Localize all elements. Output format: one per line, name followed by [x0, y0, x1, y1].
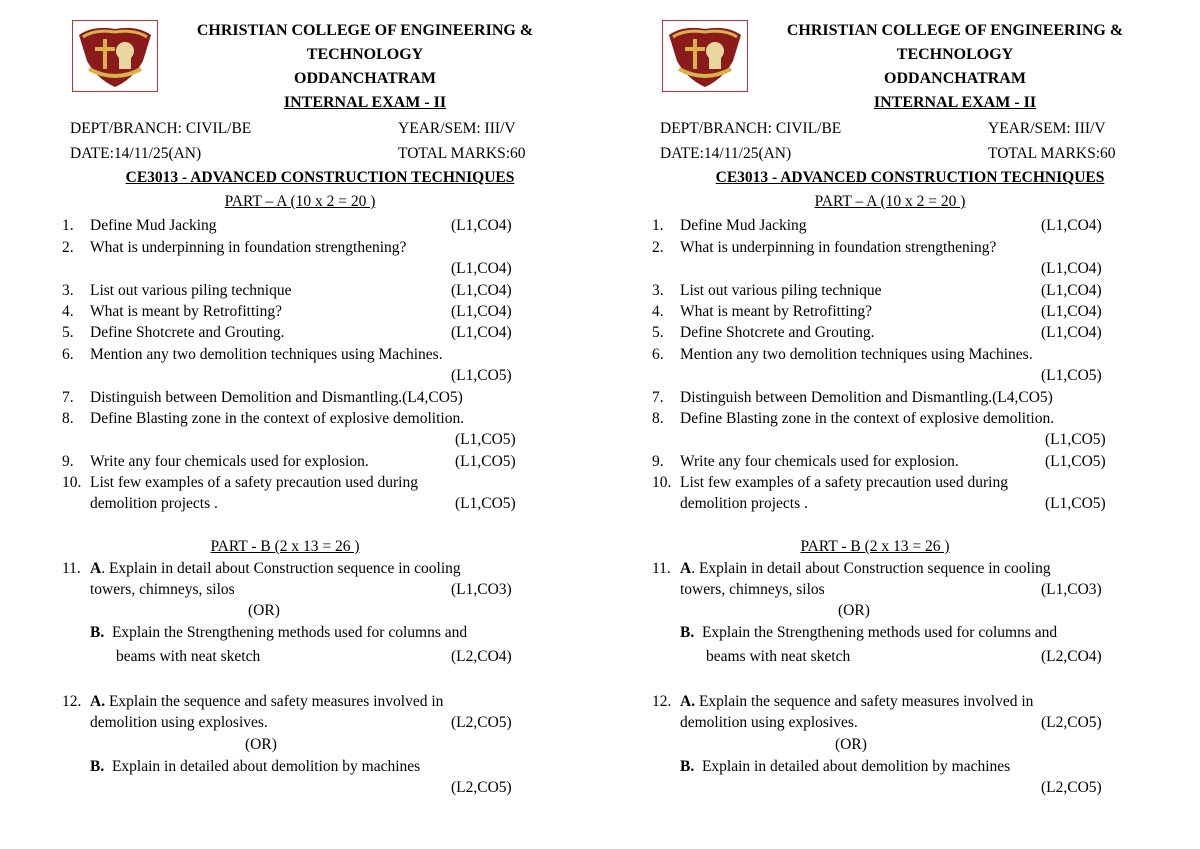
question-paper-right [590, 0, 1180, 849]
college-place: ODDANCHATRAM [884, 70, 1026, 87]
or-separator: (OR) [838, 602, 870, 619]
question-text: List out various piling technique [680, 282, 882, 299]
question-tag: (L1,CO5) [1045, 431, 1106, 448]
question-tag: (L1,CO4) [1041, 217, 1102, 234]
question-number: 5. [62, 324, 74, 341]
question-tag: (L2,CO5) [451, 714, 512, 731]
year-sem: YEAR/SEM: III/V [988, 120, 1106, 137]
question-tag: (L1,CO4) [451, 282, 512, 299]
question-text: Explain the Strengthening methods used for columns and [701, 624, 1058, 641]
option-label: A. [680, 693, 696, 710]
question-number: 12. [62, 693, 82, 710]
question-text: Define Blasting zone in the context of explosive demolition. [90, 410, 465, 427]
question-12b [680, 758, 1010, 776]
question-number: 10. [652, 474, 672, 491]
question-tag: (L1,CO5) [1041, 367, 1102, 384]
college-crest-logo [662, 20, 748, 92]
option-label: A. [90, 693, 106, 710]
exam-title: INTERNAL EXAM - II [283, 94, 447, 111]
question-tag: (L1,CO4) [451, 217, 512, 234]
question-number: 3. [652, 282, 664, 299]
question-12b [90, 758, 420, 776]
question-tag: (L1,CO4) [1041, 324, 1102, 341]
question-tag: (L1,CO5) [455, 495, 516, 512]
question-tag: (L2,CO5) [1041, 779, 1102, 796]
question-tag: (L1,CO3) [451, 581, 512, 598]
course-title: CE3013 - ADVANCED CONSTRUCTION TECHNIQUES [715, 169, 1105, 186]
question-tag: (L1,CO4) [1041, 260, 1102, 277]
question-text-continued: towers, chimneys, silos [90, 581, 235, 598]
question-number: 9. [652, 453, 664, 470]
question-text: Define Blasting zone in the context of explosive demolition. [680, 410, 1055, 427]
question-number: 9. [62, 453, 74, 470]
option-label: B. [90, 624, 105, 641]
question-text: Explain in detailed about demolition by machines [701, 758, 1011, 775]
question-text: Write any four chemicals used for explosion. [90, 453, 369, 470]
question-number: 12. [652, 693, 672, 710]
question-12a [90, 693, 443, 711]
question-tag: (L2,CO5) [451, 779, 512, 796]
question-tag: (L1,CO5) [455, 431, 516, 448]
exam-title: INTERNAL EXAM - II [873, 94, 1037, 111]
question-text-continued: demolition projects . [680, 495, 808, 512]
question-number: 4. [62, 303, 74, 320]
year-sem: YEAR/SEM: III/V [398, 120, 516, 137]
question-text: List out various piling technique [90, 282, 292, 299]
course-title: CE3013 - ADVANCED CONSTRUCTION TECHNIQUES [125, 169, 515, 186]
question-text: Explain in detailed about demolition by machines [111, 758, 421, 775]
college-place: ODDANCHATRAM [294, 70, 436, 87]
or-separator: (OR) [245, 736, 277, 753]
question-number: 8. [652, 410, 664, 427]
college-name-line1: CHRISTIAN COLLEGE OF ENGINEERING & [196, 22, 534, 39]
exam-date: DATE:14/11/25(AN) [660, 145, 792, 162]
question-text-continued: demolition using explosives. [90, 714, 268, 731]
question-text-continued: towers, chimneys, silos [680, 581, 825, 598]
question-number: 2. [62, 239, 74, 256]
question-text: Write any four chemicals used for explosion. [680, 453, 959, 470]
part-a-title: PART – A (10 x 2 = 20 ) [224, 193, 376, 210]
question-tag: (L1,CO4) [451, 260, 512, 277]
part-b-title: PART - B (2 x 13 = 26 ) [800, 538, 950, 555]
question-tag: (L2,CO5) [1041, 714, 1102, 731]
question-text-continued: demolition projects . [90, 495, 218, 512]
question-number: 5. [652, 324, 664, 341]
college-name-line1: CHRISTIAN COLLEGE OF ENGINEERING & [786, 22, 1124, 39]
question-11a [680, 560, 1051, 578]
question-11b [680, 624, 1057, 642]
question-12a [680, 693, 1033, 711]
question-text: Define Mud Jacking [680, 217, 807, 234]
question-number: 4. [652, 303, 664, 320]
question-number: 10. [62, 474, 82, 491]
question-text: List few examples of a safety precaution used during [680, 474, 1008, 491]
question-tag: (L1,CO5) [451, 367, 512, 384]
question-number: 7. [62, 389, 74, 406]
question-number: 11. [62, 560, 81, 577]
question-number: 11. [652, 560, 671, 577]
question-text: . Explain in detail about Construction sequence in cooling [101, 560, 461, 577]
question-text: Mention any two demolition techniques using Machines. [90, 346, 443, 363]
question-tag: (L1,CO5) [455, 453, 516, 470]
question-11a [90, 560, 461, 578]
part-b-title: PART - B (2 x 13 = 26 ) [210, 538, 360, 555]
question-text: What is meant by Retrofitting? [680, 303, 872, 320]
total-marks: TOTAL MARKS:60 [398, 145, 526, 162]
part-a-title: PART – A (10 x 2 = 20 ) [814, 193, 966, 210]
question-number: 6. [62, 346, 74, 363]
question-text: Mention any two demolition techniques using Machines. [680, 346, 1033, 363]
college-crest-logo [72, 20, 158, 92]
question-tag: (L1,CO3) [1041, 581, 1102, 598]
question-text: Define Mud Jacking [90, 217, 217, 234]
college-name-line2: TECHNOLOGY [896, 46, 1014, 63]
exam-date: DATE:14/11/25(AN) [70, 145, 202, 162]
or-separator: (OR) [248, 602, 280, 619]
question-number: 1. [652, 217, 664, 234]
question-text: What is underpinning in foundation strengthening? [680, 239, 997, 256]
question-number: 8. [62, 410, 74, 427]
or-separator: (OR) [835, 736, 867, 753]
question-number: 2. [652, 239, 664, 256]
option-label: B. [90, 758, 105, 775]
question-text: Distinguish between Demolition and Dismantling.(L4,CO5) [680, 389, 1053, 406]
question-text: Distinguish between Demolition and Dismantling.(L4,CO5) [90, 389, 463, 406]
question-text: Define Shotcrete and Grouting. [90, 324, 285, 341]
question-number: 3. [62, 282, 74, 299]
question-tag: (L1,CO5) [1045, 495, 1106, 512]
question-tag: (L2,CO4) [1041, 648, 1102, 665]
question-tag: (L1,CO4) [451, 303, 512, 320]
question-text: List few examples of a safety precaution used during [90, 474, 418, 491]
question-text: What is meant by Retrofitting? [90, 303, 282, 320]
dept-branch: DEPT/BRANCH: CIVIL/BE [70, 120, 252, 137]
question-text: Explain the sequence and safety measures involved in [698, 693, 1034, 710]
question-text: What is underpinning in foundation strengthening? [90, 239, 407, 256]
question-number: 6. [652, 346, 664, 363]
question-text: . Explain in detail about Construction sequence in cooling [691, 560, 1051, 577]
question-paper-left [0, 0, 590, 849]
question-tag: (L1,CO4) [1041, 303, 1102, 320]
question-text: Define Shotcrete and Grouting. [680, 324, 875, 341]
question-text-continued: beams with neat sketch [706, 648, 851, 665]
question-text-continued: demolition using explosives. [680, 714, 858, 731]
question-number: 1. [62, 217, 74, 234]
option-label: B. [680, 624, 695, 641]
question-number: 7. [652, 389, 664, 406]
question-tag: (L1,CO5) [1045, 453, 1106, 470]
question-text: Explain the sequence and safety measures involved in [108, 693, 444, 710]
college-name-line2: TECHNOLOGY [306, 46, 424, 63]
option-label: A [90, 560, 102, 577]
option-label: A [680, 560, 692, 577]
question-tag: (L2,CO4) [451, 648, 512, 665]
question-tag: (L1,CO4) [1041, 282, 1102, 299]
total-marks: TOTAL MARKS:60 [988, 145, 1116, 162]
option-label: B. [680, 758, 695, 775]
dept-branch: DEPT/BRANCH: CIVIL/BE [660, 120, 842, 137]
question-text: Explain the Strengthening methods used for columns and [111, 624, 468, 641]
question-11b [90, 624, 467, 642]
question-tag: (L1,CO4) [451, 324, 512, 341]
question-text-continued: beams with neat sketch [116, 648, 261, 665]
